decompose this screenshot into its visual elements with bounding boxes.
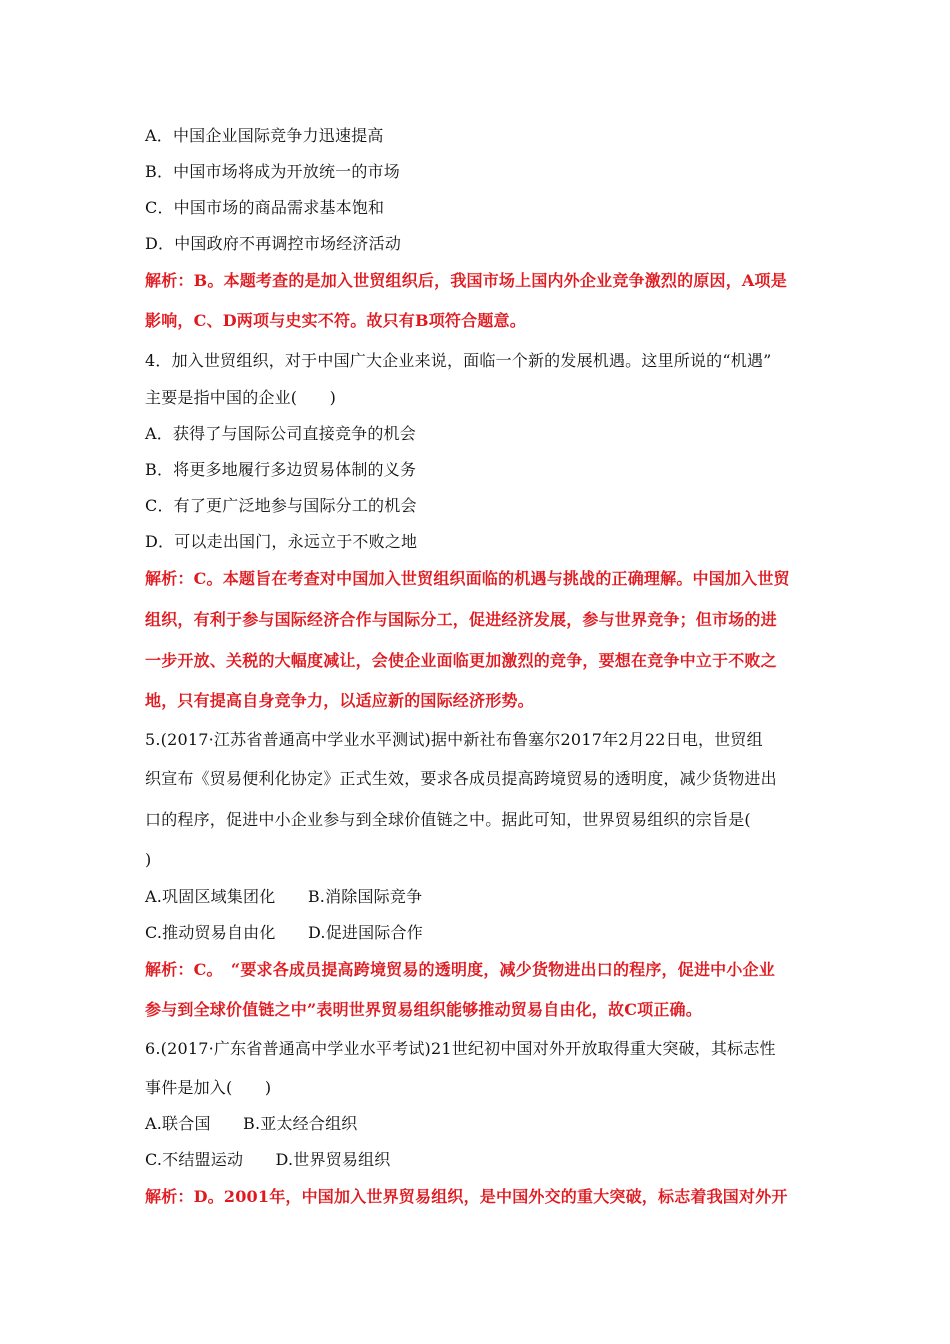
question-line: 6.(2017·广东省普通高中学业水平考试)21世纪初中国对外开放取得重大突破，其标志性 [145,1039,776,1058]
option-line: D．中国政府不再调控市场经济活动 [145,234,402,253]
analysis-line: 组织，有利于参与国际经济合作与国际分工，促进经济发展，参与世界竞争；但市场的进 [145,610,777,629]
question-line: 主要是指中国的企业( ) [145,388,337,407]
option-line: C．有了更广泛地参与国际分工的机会 [145,496,417,515]
analysis-line: 解析：D。2001年，中国加入世界贸易组织，是中国外交的重大突破，标志着我国对外开 [145,1187,788,1206]
option-line: C．中国市场的商品需求基本饱和 [145,198,385,217]
option-line: B．将更多地履行多边贸易体制的义务 [145,460,417,479]
question-line: 事件是加入( ) [145,1078,272,1097]
analysis-line: 参与到全球价值链之中”表明世界贸易组织能够推动贸易自由化，故C项正确。 [145,1000,702,1019]
option-line: C.推动贸易自由化 D.促进国际合作 [145,923,423,942]
question-line: 4．加入世贸组织，对于中国广大企业来说，面临一个新的发展机遇。这里所说的“机遇” [145,351,772,370]
analysis-line: 解析：C。 “要求各成员提高跨境贸易的透明度，减少货物进出口的程序，促进中小企业 [145,960,775,979]
option-line: B．中国市场将成为开放统一的市场 [145,162,400,181]
option-line: D．可以走出国门，永远立于不败之地 [145,532,418,551]
option-line: A.巩固区域集团化 B.消除国际竞争 [145,887,423,906]
option-line: A.联合国 B.亚太经合组织 [145,1114,358,1133]
analysis-line: 解析：B。本题考查的是加入世贸组织后，我国市场上国内外企业竞争激烈的原因，A项是 [145,271,787,290]
question-line: 口的程序，促进中小企业参与到全球价值链之中。据此可知，世界贸易组织的宗旨是( [145,810,751,829]
analysis-line: 解析：C。本题旨在考查对中国加入世贸组织面临的机遇与挑战的正确理解。中国加入世贸 [145,569,790,588]
analysis-line: 影响，C、D两项与史实不符。故只有B项符合题意。 [145,311,526,330]
option-line: A．获得了与国际公司直接竞争的机会 [145,424,416,443]
question-line: 织宣布《贸易便利化协定》正式生效，要求各成员提高跨境贸易的透明度，减少货物进出 [145,769,777,788]
option-line: C.不结盟运动 D.世界贸易组织 [145,1150,391,1169]
analysis-line: 一步开放、关税的大幅度减让，会使企业面临更加激烈的竞争，要想在竞争中立于不败之 [145,651,777,670]
option-line: A．中国企业国际竞争力迅速提高 [145,126,384,145]
analysis-line: 地，只有提高自身竞争力，以适应新的国际经济形势。 [145,691,534,710]
question-line: 5.(2017·江苏省普通高中学业水平测试)据中新社布鲁塞尔2017年2月22日电，世贸组 [145,730,763,749]
question-line: ) [145,850,152,869]
